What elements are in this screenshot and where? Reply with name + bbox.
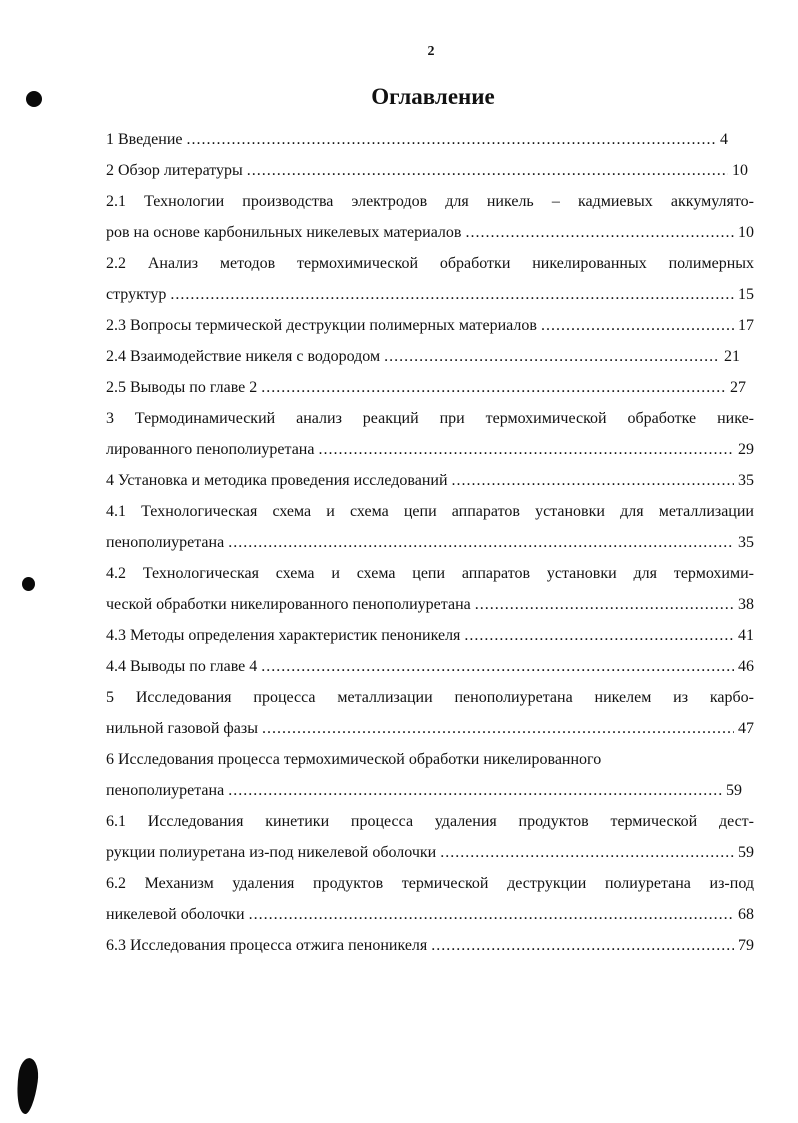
toc-page-number: 29 xyxy=(738,441,754,458)
toc-entry-text: 2.2 Анализ методов термохимической обработки никелированных полимерных xyxy=(106,255,754,272)
toc-page-number: 47 xyxy=(738,720,754,737)
toc-page-number: 17 xyxy=(738,317,754,334)
toc-page-number: 27 xyxy=(730,379,746,396)
dot-leader xyxy=(187,124,717,155)
page-number: 2 xyxy=(427,44,435,59)
toc-entry-text: пенополиуретана xyxy=(106,534,225,551)
dot-leader xyxy=(464,620,734,651)
toc-entry-text: никелевой оболочки xyxy=(106,906,245,923)
toc-entry xyxy=(106,372,754,403)
dot-leader xyxy=(170,279,734,310)
toc-entry-text: 1 Введение xyxy=(106,131,183,148)
toc-entry-text: 2.1 Технологии производства электродов для никель – кадмиевых аккумулято- xyxy=(106,193,754,210)
toc-entry-text: ров на основе карбонильных никелевых материалов xyxy=(106,224,462,241)
toc-page-number: 10 xyxy=(732,162,748,179)
toc-entry-text: 2.3 Вопросы термической деструкции полимерных материалов xyxy=(106,317,537,334)
toc-page-number: 41 xyxy=(738,627,754,644)
toc-page-number: 10 xyxy=(738,224,754,241)
toc-entry xyxy=(106,341,754,372)
toc-entry xyxy=(106,930,754,961)
toc-entry xyxy=(106,155,754,186)
toc-entry-text: 6 Исследования процесса термохимической обработки никелированного xyxy=(106,751,602,768)
toc-entry xyxy=(106,899,754,930)
toc-entry-text: 4.3 Методы определения характеристик пеноникеля xyxy=(106,627,461,644)
ink-blot xyxy=(22,577,35,591)
dot-leader xyxy=(452,465,734,496)
toc-entry-text: 2.4 Взаимодействие никеля с водородом xyxy=(106,348,381,365)
toc-entry-text: 4.1 Технологическая схема и схема цепи аппаратов установки для металлизации xyxy=(106,503,754,520)
toc-entry-text: 4 Установка и методика проведения исследований xyxy=(106,472,448,489)
toc-entry-text: 2.5 Выводы по главе 2 xyxy=(106,379,258,396)
dot-leader xyxy=(247,155,728,186)
toc-entry xyxy=(106,589,754,620)
dot-leader xyxy=(228,527,734,558)
dot-leader xyxy=(465,217,734,248)
dot-leader xyxy=(261,651,734,682)
toc-entry xyxy=(106,682,754,713)
toc-entry xyxy=(106,465,754,496)
toc-entry-text: лированного пенополиуретана xyxy=(106,441,315,458)
toc-page-number: 59 xyxy=(738,844,754,861)
toc-entry xyxy=(106,403,754,434)
dot-leader xyxy=(475,589,734,620)
dot-leader xyxy=(261,372,726,403)
toc-entry xyxy=(106,775,754,806)
toc-entry xyxy=(106,558,754,589)
ink-blot xyxy=(13,1057,41,1115)
toc-page-number: 21 xyxy=(724,348,740,365)
toc-entry xyxy=(106,496,754,527)
toc-entry xyxy=(106,868,754,899)
toc-entry xyxy=(106,837,754,868)
ink-blot xyxy=(26,91,42,107)
toc-entry xyxy=(106,124,754,155)
toc-page-number: 35 xyxy=(738,534,754,551)
dot-leader xyxy=(249,899,734,930)
toc-entry xyxy=(106,248,754,279)
toc-entry-text: 4.4 Выводы по главе 4 xyxy=(106,658,258,675)
toc-entry-text: ческой обработки никелированного пенополиуретана xyxy=(106,596,471,613)
dot-leader xyxy=(431,930,734,961)
page-title: Оглавление xyxy=(371,84,495,109)
toc-page-number: 35 xyxy=(738,472,754,489)
toc-entry-text: 6.1 Исследования кинетики процесса удаления продуктов термической дест- xyxy=(106,813,754,830)
toc-entry xyxy=(106,279,754,310)
toc-page-number: 59 xyxy=(726,782,742,799)
toc-entry xyxy=(106,713,754,744)
toc-entry-text: 2 Обзор литературы xyxy=(106,162,243,179)
toc-entry-text: 4.2 Технологическая схема и схема цепи аппаратов установки для термохими- xyxy=(106,565,754,582)
toc-page-number: 68 xyxy=(738,906,754,923)
toc-entry xyxy=(106,527,754,558)
dot-leader xyxy=(228,775,722,806)
dot-leader xyxy=(318,434,734,465)
toc-entry xyxy=(106,217,754,248)
toc-entry-text: 3 Термодинамический анализ реакций при термохимической обработке нике- xyxy=(106,410,754,427)
toc-page-number: 46 xyxy=(738,658,754,675)
toc-entry-text: структур xyxy=(106,286,167,303)
toc-entry-text: 6.2 Механизм удаления продуктов термической деструкции полиуретана из-под xyxy=(106,875,754,892)
dot-leader xyxy=(384,341,720,372)
toc-entry xyxy=(106,186,754,217)
toc-entry xyxy=(106,651,754,682)
toc-page-number: 4 xyxy=(720,131,728,148)
toc-entry xyxy=(106,806,754,837)
toc-entry xyxy=(106,434,754,465)
toc-entry-text: рукции полиуретана из-под никелевой оболочки xyxy=(106,844,437,861)
dot-leader xyxy=(541,310,734,341)
table-of-contents xyxy=(106,124,754,961)
toc-entry-text: нильной газовой фазы xyxy=(106,720,258,737)
toc-entry-text: пенополиуретана xyxy=(106,782,225,799)
toc-entry xyxy=(106,620,754,651)
toc-entry xyxy=(106,744,754,775)
toc-page-number: 79 xyxy=(738,937,754,954)
toc-entry xyxy=(106,310,754,341)
toc-page-number: 38 xyxy=(738,596,754,613)
toc-page-number: 15 xyxy=(738,286,754,303)
dot-leader xyxy=(440,837,734,868)
toc-entry-text: 6.3 Исследования процесса отжига пеноникеля xyxy=(106,937,428,954)
dot-leader xyxy=(262,713,734,744)
toc-entry-text: 5 Исследования процесса металлизации пенополиуретана никелем из карбо- xyxy=(106,689,754,706)
